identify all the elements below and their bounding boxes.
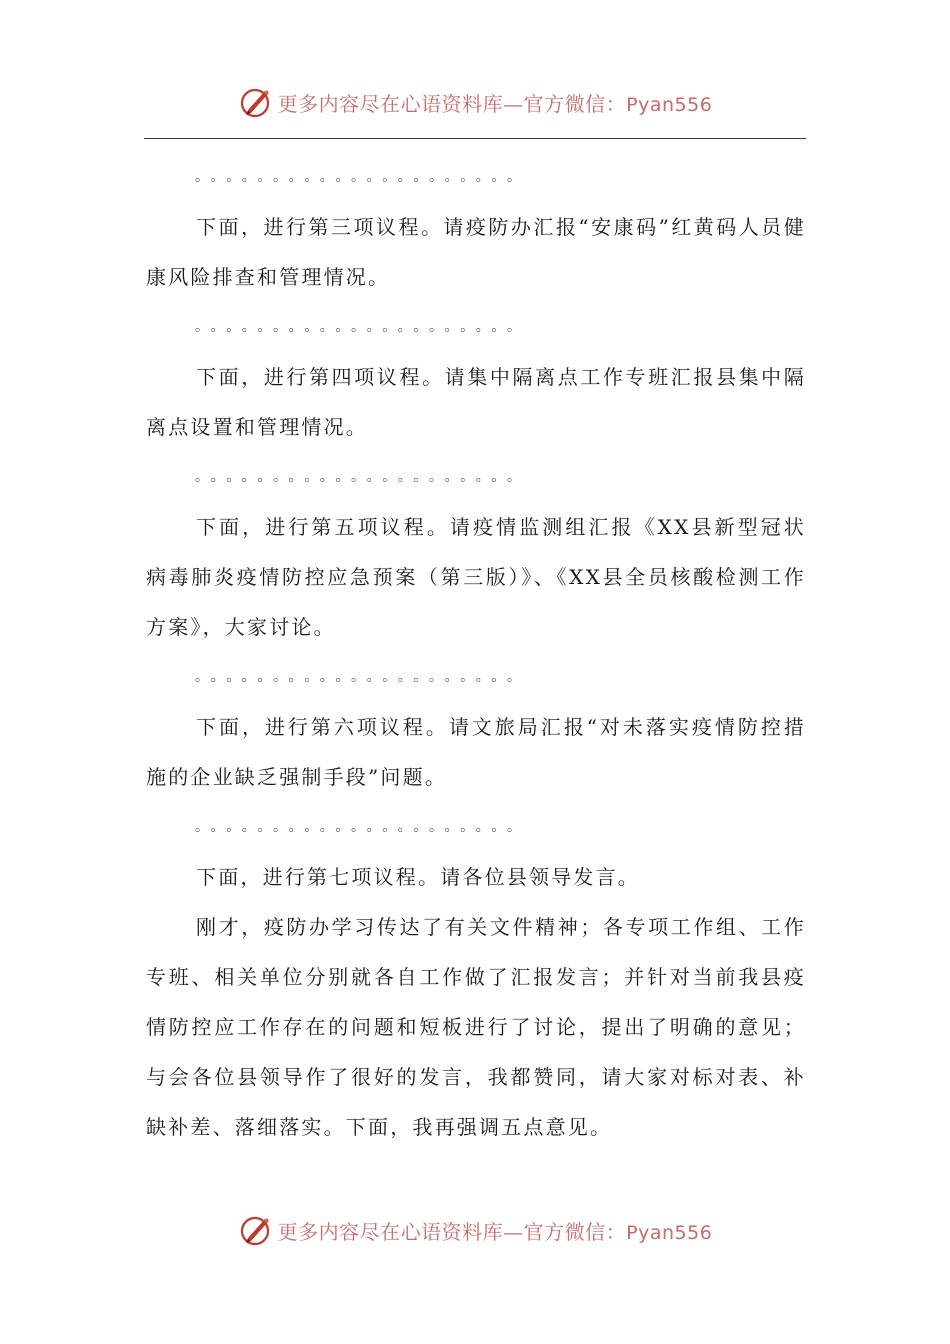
paragraph: 下面，进行第七项议程。请各位县领导发言。 bbox=[196, 865, 640, 889]
paragraph: 下面，进行第五项议程。请疫情监测组汇报《XX县新型冠状病毒肺炎疫情防控应急预案（第三版）》、《XX县全员核酸检测工作方案》，大家讨论。 bbox=[146, 515, 806, 639]
header-watermark bbox=[0, 80, 950, 124]
separator-dots: 。。。。。。。。。。。。。。。。。。。。。 bbox=[195, 469, 530, 485]
paragraph: 下面，进行第三项议程。请疫防办汇报“安康码”红黄码人员健康风险排查和管理情况。 bbox=[146, 215, 806, 289]
paragraph: 刚才，疫防办学习传达了有关文件精神；各专项工作组、工作专班、相关单位分别就各自工作做了汇报发言；并针对当前我县疫情防控应工作存在的问题和短板进行了讨论，提出了明确的意见；与会各位县领导作了很好的发言，我都赞同，请大家对标对表、补缺补差、落细落实。下面，我再强调五点意见。 bbox=[146, 915, 806, 1139]
separator-dots: 。。。。。。。。。。。。。。。。。。。。。 bbox=[195, 169, 530, 185]
paragraph: 下面，进行第六项议程。请文旅局汇报“对未落实疫情防控措施的企业缺乏强制手段”问题。 bbox=[146, 715, 806, 789]
separator-dots: 。。。。。。。。。。。。。。。。。。。。。 bbox=[195, 669, 530, 685]
watermark-text: 更多内容尽在心语资料库—官方微信：Pyan556 bbox=[277, 1219, 713, 1244]
separator-dots: 。。。。。。。。。。。。。。。。。。。。。 bbox=[195, 319, 530, 335]
paragraph: 下面，进行第四项议程。请集中隔离点工作专班汇报县集中隔离点设置和管理情况。 bbox=[146, 365, 806, 439]
header-divider bbox=[144, 138, 806, 139]
pen-logo-icon bbox=[238, 1212, 274, 1248]
watermark-text: 更多内容尽在心语资料库—官方微信：Pyan556 bbox=[277, 91, 713, 116]
document-body bbox=[146, 152, 806, 1152]
separator-dots: 。。。。。。。。。。。。。。。。。。。。。 bbox=[195, 819, 530, 835]
pen-logo-icon bbox=[238, 84, 274, 120]
footer-watermark bbox=[0, 1208, 950, 1252]
